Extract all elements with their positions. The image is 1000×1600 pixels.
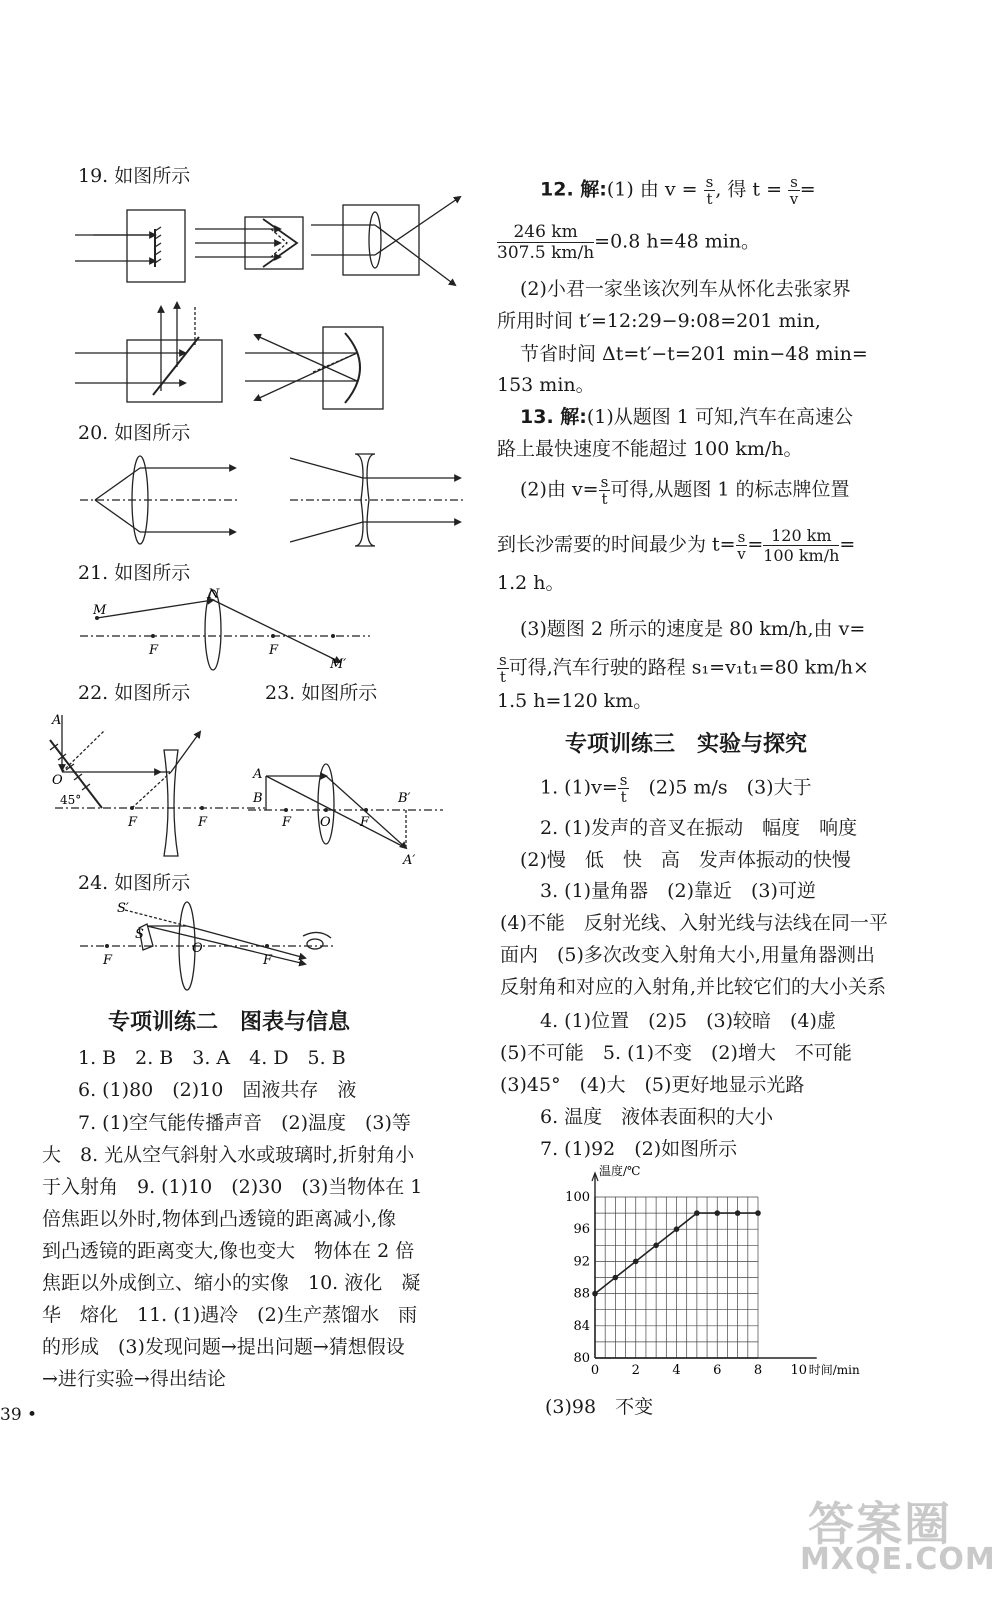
y-tick-label: 88 — [573, 1286, 590, 1302]
section2-line: 于入射角 9. (1)10 (2)30 (3)当物体在 1 — [42, 1176, 423, 1198]
data-point — [653, 1243, 659, 1249]
fig23-image-formation — [248, 760, 448, 870]
q13-line4: 到长沙需要的时间最少为 t= $\frac{s}{v}$ = $\frac{120 km}{100 km/h}$ = — [497, 526, 856, 565]
section2-line: 大 8. 光从空气斜射入水或玻璃时,折射角小 — [42, 1144, 415, 1166]
q13-line6: (3)题图 2 所示的速度是 80 km/h,由 v= — [520, 618, 866, 640]
watermark-url: MXQE.COM — [800, 1542, 996, 1577]
q20-label: 20. 如图所示 — [78, 422, 191, 444]
data-point — [735, 1210, 741, 1216]
section2-line: 焦距以外成倒立、缩小的实像 10. 液化 凝 — [42, 1272, 421, 1294]
data-point — [674, 1226, 680, 1232]
watermark-logo: 答案圈 — [808, 1497, 952, 1551]
x-tick-label: 6 — [713, 1363, 722, 1378]
x-tick-label: 0 — [590, 1363, 600, 1378]
fig21-M: M — [93, 603, 107, 618]
q13-line5: 1.2 h。 — [497, 572, 565, 594]
section3-line: (5)不可能 5. (1)不变 (2)增大 不可能 — [500, 1042, 852, 1064]
q22-label: 22. 如图所示 — [78, 682, 191, 704]
fig22-F2: F — [198, 815, 208, 830]
fig24-F2: F — [263, 953, 273, 968]
s3-a7-3: (3)98 不变 — [545, 1396, 654, 1418]
q12-line6: 153 min。 — [497, 374, 595, 396]
fig21-F1: F — [149, 643, 159, 658]
fig23-Ap: A′ — [403, 853, 416, 868]
fig23-F1: F — [282, 815, 292, 830]
section3-line: 反射角和对应的入射角,并比较它们的大小关系 — [500, 976, 887, 998]
fig22-45deg: 45° — [60, 793, 82, 807]
q13-line1: 13. 解:(1)从题图 1 可知,汽车在高速公 — [520, 406, 853, 428]
section3-line: (2)慢 低 快 高 发声体振动的快慢 — [520, 849, 851, 871]
section2-line: 1. B 2. B 3. A 4. D 5. B — [78, 1047, 346, 1069]
fig23-Bp: B′ — [398, 791, 411, 806]
fig22-A: A — [52, 713, 62, 728]
x-tick-label: 8 — [753, 1363, 763, 1378]
fig24-S: S — [135, 927, 144, 942]
fig19-optics — [75, 195, 470, 435]
fig21-lens-ray — [75, 588, 375, 678]
q13-line3: (2)由 v= $\frac{s}{t}$ 可得,从题图 1 的标志牌位置 — [520, 473, 850, 508]
data-point — [613, 1275, 619, 1281]
fig21-N: N — [208, 587, 220, 602]
section3-line: 面内 (5)多次改变入射角大小,用量角器测出 — [500, 944, 875, 966]
fig24-O: O — [192, 941, 203, 956]
fig23-A: A — [253, 767, 263, 782]
x-tick-label: 4 — [672, 1363, 681, 1378]
q13-line2: 路上最快速度不能超过 100 km/h。 — [497, 438, 803, 460]
temperature-time-chart — [545, 1164, 860, 1390]
fig20-lenses — [75, 450, 470, 555]
q21-label: 21. 如图所示 — [78, 562, 191, 584]
section2-line: 的形成 (3)发现问题→提出问题→猜想假设 — [42, 1336, 405, 1358]
section3-line: (3)45° (4)大 (5)更好地显示光路 — [500, 1074, 805, 1096]
data-point — [714, 1210, 720, 1216]
x-tick-label: 10 — [790, 1363, 808, 1378]
fig22-mirror-lens — [50, 710, 270, 860]
section2-line: →进行实验→得出结论 — [42, 1368, 226, 1390]
y-tick-label: 84 — [573, 1318, 590, 1334]
q13-line7: $\frac{s}{t}$ 可得,汽车行驶的路程 s₁=v₁t₁=80 km/h× — [499, 651, 869, 686]
data-point — [694, 1210, 700, 1216]
s3-a1: 1. (1)v= $\frac{s}{t}$ (2)5 m/s (3)大于 — [540, 771, 812, 806]
y-tick-label: 96 — [573, 1222, 590, 1238]
q13-line8: 1.5 h=120 km。 — [497, 690, 653, 712]
q12-line2: $\frac{246 km}{307.5 km/h}$ =0.8 h=48 min。 — [497, 222, 761, 263]
section3-title: 专项训练三 实验与探究 — [565, 732, 808, 757]
data-point — [633, 1259, 639, 1265]
q23-label: 23. 如图所示 — [265, 682, 378, 704]
y-tick-label: 100 — [565, 1190, 590, 1205]
y-axis-label: 温度/℃ — [599, 1164, 641, 1178]
fig21-Mp: M′ — [330, 657, 347, 672]
fig22-F1: F — [128, 815, 138, 830]
data-point — [592, 1291, 598, 1297]
x-tick-label: 2 — [631, 1363, 640, 1378]
q12-line3: (2)小君一家坐该次列车从怀化去张家界 — [520, 278, 851, 300]
fig23-B: B — [253, 791, 263, 806]
section2-line: 倍焦距以外时,物体到凸透镜的距离减小,像 — [42, 1208, 397, 1230]
page-number: 39 • — [0, 1405, 38, 1425]
q19-label: 19. 如图所示 — [78, 165, 191, 187]
section3-line: 4. (1)位置 (2)5 (3)较暗 (4)虚 — [540, 1010, 836, 1032]
q12-line4: 所用时间 t′=12:29−9:08=201 min, — [497, 310, 821, 332]
fig23-F2: F — [360, 815, 370, 830]
q24-label: 24. 如图所示 — [78, 872, 191, 894]
y-tick-label: 92 — [573, 1254, 590, 1270]
section3-line: 6. 温度 液体表面积的大小 — [540, 1106, 774, 1128]
section2-line: 华 熔化 11. (1)遇冷 (2)生产蒸馏水 雨 — [42, 1304, 418, 1326]
fig21-F2: F — [269, 643, 279, 658]
section3-line: (4)不能 反射光线、入射光线与法线在同一平 — [500, 912, 888, 934]
y-tick-label: 80 — [573, 1351, 590, 1366]
fig22-O: O — [52, 773, 63, 788]
section3-line: 3. (1)量角器 (2)靠近 (3)可逆 — [540, 880, 816, 902]
section2-line: 到凸透镜的距离变大,像也变大 物体在 2 倍 — [42, 1240, 415, 1262]
fig24-magnifier — [75, 898, 345, 993]
section3-line: 7. (1)92 (2)如图所示 — [540, 1138, 738, 1160]
section2-line: 7. (1)空气能传播声音 (2)温度 (3)等 — [78, 1112, 411, 1134]
section3-line: 2. (1)发声的音叉在振动 幅度 响度 — [540, 817, 858, 839]
data-point — [755, 1210, 761, 1216]
fig23-O: O — [320, 815, 331, 830]
fig24-Sp: S′ — [117, 901, 129, 916]
section2-title: 专项训练二 图表与信息 — [108, 1010, 351, 1035]
q12-line5: 节省时间 Δt=t′−t=201 min−48 min= — [520, 343, 868, 365]
fig24-F1: F — [103, 953, 113, 968]
x-axis-label: 时间/min — [808, 1363, 860, 1377]
section2-line: 6. (1)80 (2)10 固液共存 液 — [78, 1079, 357, 1101]
q12-line1: 12. 解:(1) 由 v = $\frac{s}{t}$ , 得 t = $\frac{s}{v}$ = — [540, 173, 816, 208]
